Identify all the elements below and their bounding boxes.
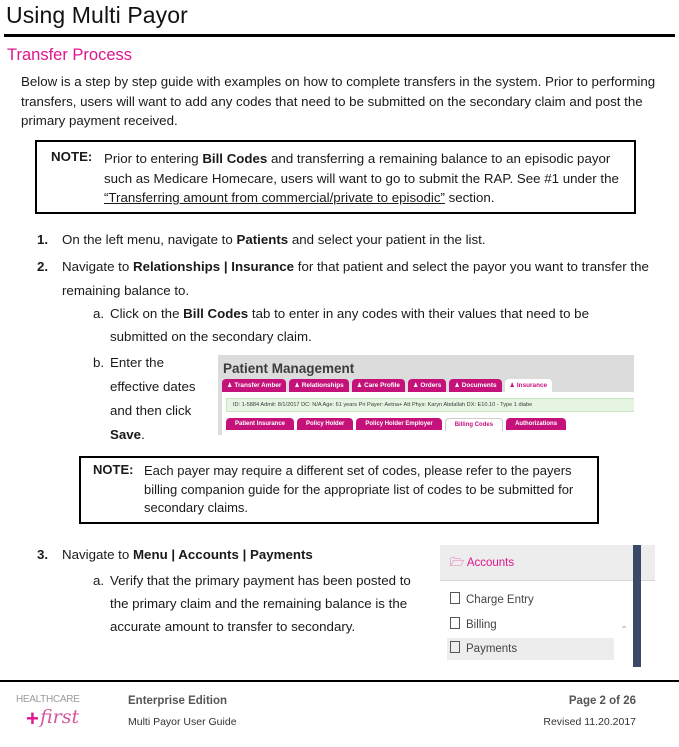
substep-letter: b.	[93, 355, 105, 370]
document-title: Using Multi Payor	[6, 2, 188, 28]
menu-item-payments[interactable]	[447, 638, 614, 660]
tab-label: Care Profile	[364, 382, 400, 389]
tab-transfer-amber[interactable]	[222, 379, 286, 392]
person-icon: ♟	[227, 383, 233, 389]
substep-letter: a.	[93, 306, 105, 321]
step-bold: Patients	[236, 232, 289, 247]
substep-line	[110, 425, 145, 445]
subtab-patient-insurance[interactable]: Patient Insurance	[226, 418, 294, 430]
document-icon	[450, 617, 460, 629]
menu-item-charge-entry[interactable]	[450, 589, 613, 611]
step-2a	[0, 304, 679, 348]
section-heading: Transfer Process	[7, 46, 133, 64]
step-text	[62, 255, 674, 303]
substep-line: Enter the	[110, 355, 164, 370]
step-text-part: and select your patient in the list.	[288, 232, 486, 247]
step-text	[62, 545, 422, 565]
patient-info-bar: ID: 1-5884 Admit: 8/1/2017 DC: N/A Age: 61 years Pri Payer: Aetna+ Att Phys: Karyn Abdallah DX: E10.10 - Type 1 diabe	[226, 398, 634, 412]
step-1	[0, 230, 679, 250]
accounts-menu-screenshot	[440, 545, 662, 667]
subtab-authorizations[interactable]: Authorizations	[506, 418, 566, 430]
intro-paragraph: Below is a step by step guide with examples on how to complete transfers in the system. Prior to performing transfers, users will want to add any codes that need to be submitted on the secondary claim and post the primary payment received.	[21, 74, 656, 128]
healthcare-first-logo	[16, 694, 78, 734]
substep-line: Verify that the primary payment has been posted to	[110, 573, 411, 588]
note-text-part: and transferring a remaining balance to an episodic payor such as Medicare Homecare, users will want to go to submit the RAP. See #1 under the	[104, 151, 619, 186]
substep-letter: a.	[93, 573, 105, 588]
folder-open-icon: 🗁	[450, 557, 465, 569]
step-text-part: Navigate to	[62, 259, 133, 274]
document-icon	[450, 641, 460, 653]
step-text-part: Navigate to	[62, 547, 133, 562]
footer-revised-date: Revised 11.20.2017	[543, 716, 636, 728]
substep-line: and then click	[110, 403, 192, 418]
footer-page-number: Page 2 of 26	[568, 695, 636, 707]
note-text-part: section.	[444, 190, 495, 205]
substep-text-part: tab to enter in any codes with their values that need to be submitted on the secondary claim.	[110, 306, 589, 344]
document-icon	[450, 592, 460, 604]
tab-label: Orders	[420, 382, 442, 389]
note-text-part: Prior to entering	[104, 151, 203, 166]
note-box-payer-codes	[79, 456, 599, 524]
subtab-billing-codes[interactable]: Billing Codes	[445, 418, 503, 431]
sidebar-edge	[633, 545, 641, 667]
note-label: NOTE:	[93, 462, 134, 477]
person-icon: ♟	[454, 383, 460, 389]
transferring-section-link[interactable]: “Transferring amount from commercial/private to episodic”	[104, 190, 445, 205]
step-bold: Menu | Accounts | Payments	[132, 547, 313, 562]
substep-text-part: Click on the	[110, 306, 184, 321]
footer-guide-name: Multi Payor User Guide	[128, 716, 237, 728]
step-number: 2.	[37, 259, 49, 274]
menu-item-label: Billing	[466, 619, 497, 631]
menu-item-label: Payments	[466, 643, 518, 655]
tab-care-profile[interactable]	[352, 379, 405, 392]
step-text-part: On the left menu, navigate to	[62, 232, 237, 247]
substep-line: accurate amount to transfer to secondary.	[110, 619, 356, 634]
title-divider	[4, 34, 675, 37]
patient-management-screenshot	[218, 355, 634, 435]
patient-tabs	[222, 379, 552, 392]
step-text-part: for that patient and select the payor you want to transfer the remaining balance to.	[62, 259, 649, 298]
step-3	[0, 545, 430, 565]
tab-label: Insurance	[516, 382, 548, 389]
step-3a	[0, 571, 430, 641]
note-bold-bill-codes: Bill Codes	[202, 151, 268, 166]
step-2b	[0, 353, 215, 443]
menu-item-billing[interactable]	[450, 614, 613, 636]
substep-text	[110, 302, 620, 348]
subtab-policy-holder-employer[interactable]: Policy Holder Employer	[356, 418, 441, 430]
step-2	[0, 257, 679, 297]
note-text: Each payer may require a different set of codes, please refer to the payers billing companion guide for the appropriate list of codes to be submitted for secondary claims.	[144, 463, 574, 515]
tab-orders[interactable]	[408, 379, 446, 392]
tab-label: Documents	[461, 382, 497, 389]
save-bold: Save	[110, 427, 142, 442]
patient-tab-body	[222, 392, 634, 435]
step-number: 1.	[37, 232, 49, 247]
step-bold: Relationships | Insurance	[132, 259, 295, 274]
accounts-menu-label[interactable]	[450, 555, 514, 574]
logo-first-text: first	[40, 706, 80, 728]
step-number: 3.	[37, 547, 49, 562]
tab-label: Transfer Amber	[234, 382, 282, 389]
substep-bold: Bill Codes	[183, 306, 249, 321]
scroll-up-chevron-icon[interactable]: ⌃	[620, 625, 629, 636]
tab-relationships[interactable]	[289, 379, 348, 392]
tab-label: Relationships	[301, 382, 344, 389]
step-text	[62, 230, 662, 250]
person-icon: ♟	[412, 383, 419, 389]
note-box-rap	[35, 140, 636, 214]
substep-line: effective dates	[110, 379, 196, 394]
footer-divider	[0, 680, 679, 682]
substep-text-part: .	[141, 427, 145, 442]
note-text	[104, 149, 624, 208]
substep-line: the primary claim and the remaining balance is the	[110, 596, 408, 611]
menu-item-label: Charge Entry	[466, 594, 534, 606]
person-icon: ♟	[294, 383, 300, 389]
accounts-menu-header[interactable]	[440, 545, 655, 581]
footer-edition: Enterprise Edition	[128, 695, 228, 707]
note-label: NOTE:	[51, 149, 93, 164]
accounts-label-text: Accounts	[466, 557, 515, 569]
patient-management-title: Patient Management	[223, 361, 355, 376]
insurance-subtabs	[226, 418, 566, 431]
accounts-submenu	[440, 581, 633, 667]
subtab-policy-holder[interactable]: Policy Holder	[297, 418, 353, 430]
person-icon: ♟	[509, 383, 515, 389]
tab-insurance[interactable]	[505, 379, 553, 392]
person-icon: ♟	[356, 383, 363, 389]
logo-top-text: HEALTHCARE	[16, 694, 80, 705]
logo-plus-icon: +	[26, 706, 39, 731]
tab-documents[interactable]	[449, 379, 501, 392]
